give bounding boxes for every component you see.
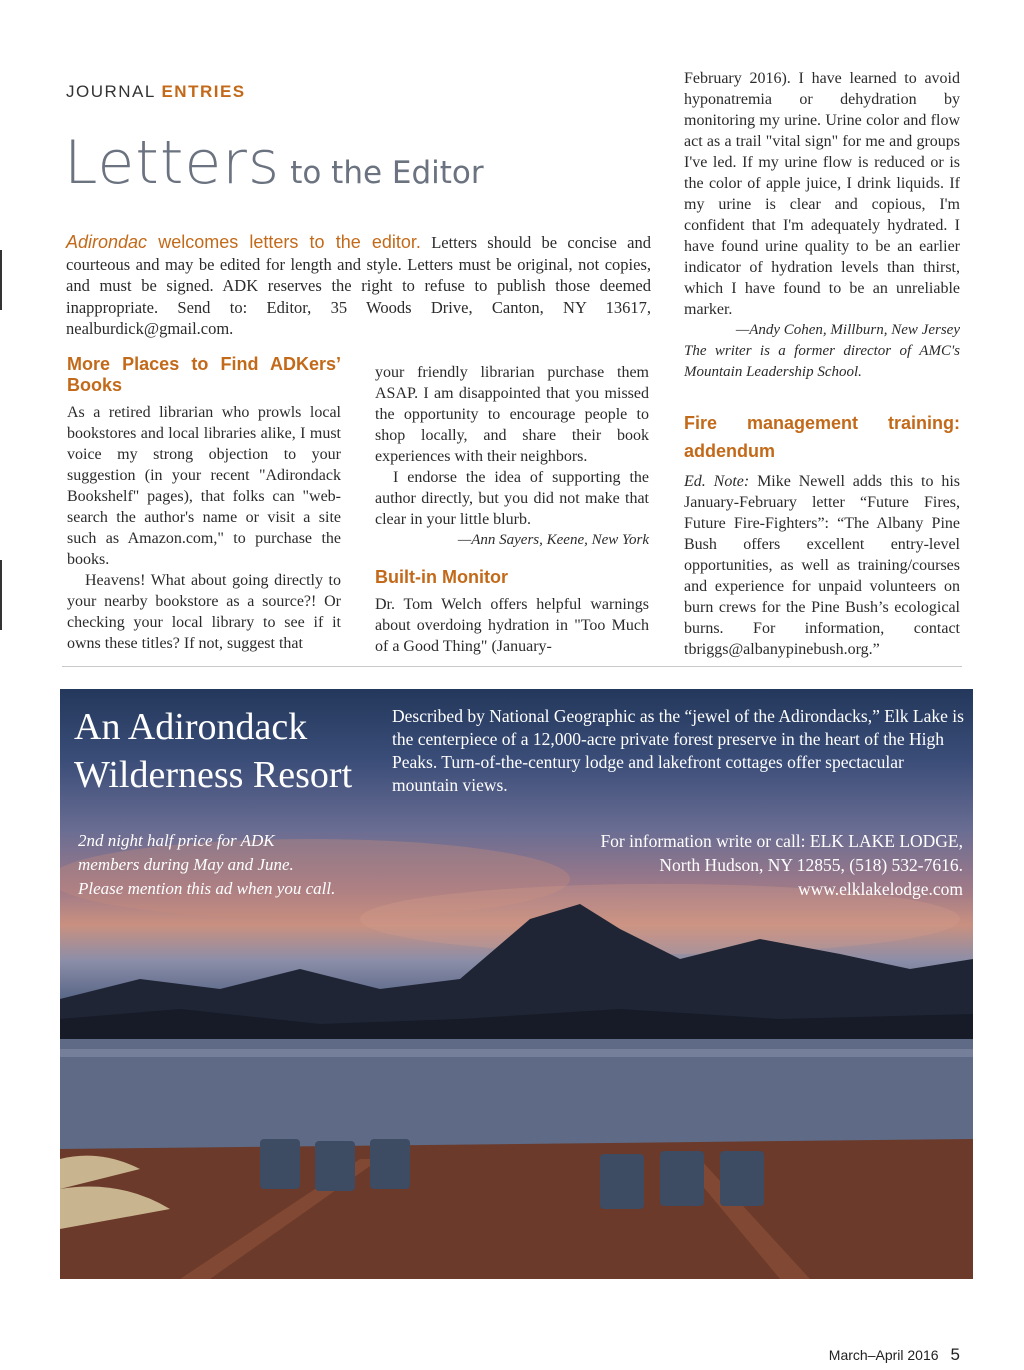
ad-website-link[interactable]: www.elklakelodge.com [797, 879, 963, 899]
chair-icon [260, 1139, 300, 1189]
page-number: 5 [950, 1345, 960, 1364]
letter-column-3 [684, 68, 960, 660]
ad-description: Described by National Geographic as the “jewel of the Adirondacks,” Elk Lake is the centerpiece of a 12,000-acre private forest preserve in the heart of the High Peaks. Turn-of-the-century lodge and lakefront cottages offer spectacular mountain views. [392, 706, 964, 795]
ad-title [74, 703, 352, 799]
places-paragraph-1: As a retired librarian who prowls local bookstores and local libraries alike, I must voice my strong objection to your suggestion (in your recent "Adirondack Bookshelf" pages), that folks can "web-search the author's name or visit a site such as Amazon.com," to purchase the books. [67, 404, 341, 568]
ad-offer-line-3: Please mention this ad when you call. [78, 879, 336, 898]
fire-ed-label: Ed. Note: [684, 473, 750, 490]
fire-paragraph [684, 471, 960, 660]
places-signature: —Ann Sayers, Keene, New York [457, 532, 649, 548]
chair-icon [720, 1151, 764, 1206]
places-paragraph-2: Heavens! What about going directly to your nearby bookstore as a source?! Or checking your local library to see if it owns these titles? If not, suggest that [67, 572, 341, 652]
fire-body: Mike Newell adds this to his January-February letter “Future Fires, Future Fire-Fighters”: “The Albany Pine Bush offers excellent entry-level opportunities, as well as training/courses and experience for unpaid volunteers on burn crews for the Pine Bush’s ecological burns. For information, contact tbriggs@albanypinebush.org.” [684, 473, 960, 658]
ad-contact [600, 829, 963, 901]
monitor-heading: Built-in Monitor [375, 567, 508, 587]
intro-body: Letters should be concise and courteous and may be edited for length and style. Letters must be original, not copies, and must be signed. ADK reserves the right to refuse to publish those deemed inappropriate. Send to: Editor, 35 Woods Drive, Canton, NY 13617, nealburdick@gmail.com. [66, 233, 651, 338]
monitor-paragraph-1-cont: February 2016). I have learned to avoid hyponatremia or dehydration by monitoring my urine. Urine color and flow act as a trail "vital sign" for me and groups I've led. If my urine flow is reduced or is the color of apple juice, I drink liquids. If my urine is clear and copious, I'm confident that I'm adequately hydrated. I have found urine quality to be an earlier indicator of hydration levels than thirst, which I have found to be an unreliable marker. [684, 70, 960, 318]
monitor-signature: —Andy Cohen, Millburn, New Jersey [735, 322, 960, 338]
chair-icon [600, 1154, 644, 1209]
chair-icon [315, 1141, 355, 1191]
issue-date: March–April 2016 [828, 1347, 939, 1363]
places-heading: More Places to Find ADKers’ Books [67, 354, 341, 395]
title-small: to the Editor [290, 155, 484, 191]
ad-offer [78, 829, 335, 901]
lake-reflection [60, 1049, 973, 1057]
letter-column-2 [375, 362, 649, 657]
monitor-paragraph-1: Dr. Tom Welch offers helpful warnings about overdoing hydration in "Too Much of a Good Thing" (January- [375, 596, 649, 655]
ad-contact-line-1: For information write or call: ELK LAKE LODGE, [600, 831, 963, 851]
section-label [66, 82, 246, 102]
divider [62, 666, 962, 667]
fire-heading: Fire management training: addendum [684, 413, 960, 461]
intro-lead-rest: welcomes letters to the editor. [147, 232, 421, 252]
section-accent: ENTRIES [161, 82, 246, 101]
places-paragraph-3: I endorse the idea of supporting the author directly, but you did not make that clear in your little blurb. [375, 469, 649, 528]
intro-paragraph [66, 232, 651, 340]
ad-offer-line-2: members during May and June. [78, 855, 294, 874]
ad-offer-line-1: 2nd night half price for ADK [78, 831, 275, 850]
ad-contact-line-2: North Hudson, NY 12855, (518) 532-7616. [659, 855, 963, 875]
places-paragraph-2-cont: your friendly librarian purchase them ASAP. I am disappointed that you missed the opportunity to encourage people to shop locally, and share their book experiences with their neighbors. [375, 364, 649, 465]
chair-icon [660, 1151, 704, 1206]
section-word: JOURNAL [66, 82, 156, 101]
dock [60, 1139, 973, 1279]
intro-lead [66, 232, 421, 252]
ad-title-line-1: An Adirondack [74, 706, 308, 748]
chair-icon [370, 1139, 410, 1189]
ad-title-line-2: Wilderness Resort [74, 754, 353, 796]
advertisement [60, 689, 973, 1279]
margin-mark [0, 560, 2, 630]
margin-mark [0, 250, 2, 310]
page-footer [829, 1345, 960, 1365]
letter-column-1 [67, 354, 341, 654]
monitor-note: The writer is a former director of AMC's Mountain Leadership School. [684, 343, 960, 380]
title-big: Letters [64, 128, 281, 198]
page-title [64, 128, 484, 198]
intro-lead-italic: Adirondac [66, 232, 148, 252]
